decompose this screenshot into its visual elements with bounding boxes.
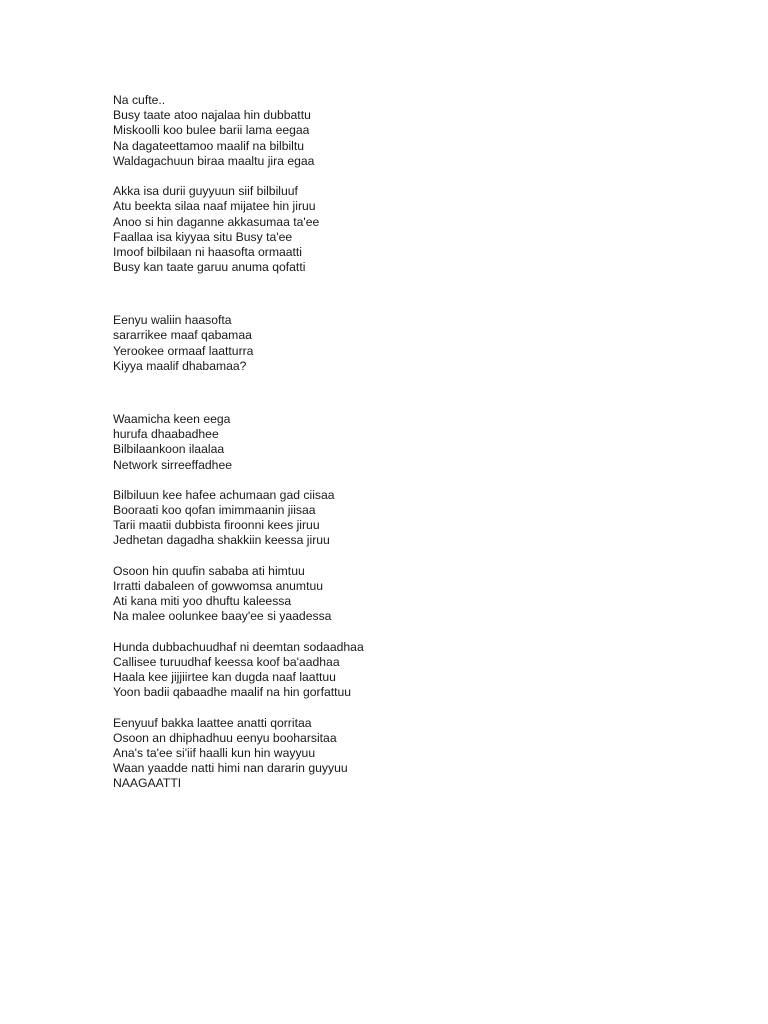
stanza-gap [113, 397, 713, 412]
stanza-gap [113, 169, 713, 184]
poem-line: Waldagachuun biraa maaltu jira egaa [113, 153, 315, 168]
poem-line: Eenyu waliin haasofta [113, 313, 232, 328]
poem-line: Yerookee ormaaf laatturra [113, 343, 254, 358]
stanza-3 [113, 313, 713, 374]
poem-line: Bilbilaankoon ilaalaa [113, 442, 225, 457]
poem-line: Tarii maatii dubbista firoonni kees jiruu [113, 518, 320, 533]
stanza-gap [113, 275, 713, 298]
poem-line: Bilbiluun kee hafee achumaan gad ciisaa [113, 487, 335, 502]
poem-line: Anoo si hin daganne akkasumaa ta'ee [113, 214, 320, 229]
poem-line: Jedhetan dagadha shakkiin keessa jiruu [113, 533, 330, 548]
stanza-1 [113, 93, 713, 169]
poem-line: sararrikee maaf qabamaa [113, 328, 252, 343]
poem-line: Miskoolli koo bulee barii lama eegaa [113, 123, 310, 138]
poem-line: Eenyuuf bakka laattee anatti qorritaa [113, 715, 312, 730]
stanza-6 [113, 564, 713, 625]
poem-line: Waan yaadde natti himi nan dararin guyyuu [113, 761, 348, 776]
poem-line: Network sirreeffadhee [113, 457, 233, 472]
stanza-gap [113, 473, 713, 488]
stanza-gap [113, 298, 713, 313]
poem-line: Busy kan taate garuu anuma qofatti [113, 260, 306, 275]
poem-line: Ati kana miti yoo dhuftu kaleessa [113, 594, 292, 609]
poem-line: NAAGAATTI [113, 776, 182, 791]
poem-line: Imoof bilbilaan ni haasofta ormaatti [113, 244, 303, 259]
poem-line: Hunda dubbachuudhaf ni deemtan sodaadhaa [113, 639, 364, 654]
poem-line: Yoon badii qabaadhe maalif na hin gorfattuu [113, 685, 352, 700]
stanza-4 [113, 412, 713, 473]
poem-line: Busy taate atoo najalaa hin dubbattu [113, 108, 311, 123]
poem-line: Osoon hin quufin sababa ati himtuu [113, 563, 305, 578]
poem-line: Haala kee jijjiirtee kan dugda naaf laattuu [113, 670, 336, 685]
poem-line: hurufa dhaabadhee [113, 427, 219, 442]
stanza-5 [113, 488, 713, 549]
stanza-7 [113, 640, 713, 701]
poem-line: Waamicha keen eega [113, 411, 231, 426]
poem-line: Booraati koo qofan imimmaanin jiisaa [113, 503, 316, 518]
poem-line: Kiyya maalif dhabamaa? [113, 358, 247, 373]
stanza-2 [113, 184, 713, 275]
poem-line: Callisee turuudhaf keessa koof ba'aadhaa [113, 654, 340, 669]
poem-line: Osoon an dhiphadhuu eenyu booharsitaa [113, 730, 337, 745]
stanza-gap [113, 549, 713, 564]
stanza-gap [113, 625, 713, 640]
poem-line: Na cufte.. [113, 93, 166, 107]
poem-line: Na dagateettamoo maalif na bilbiltu [113, 138, 305, 153]
stanza-8 [113, 716, 713, 792]
poem-line: Akka isa durii guyyuun siif bilbiluuf [113, 184, 298, 199]
poem-line: Na malee oolunkee baay'ee si yaadessa [113, 609, 332, 624]
stanza-gap [113, 701, 713, 716]
poem-document [113, 93, 713, 792]
poem-line: Irratti dabaleen of gowwomsa anumtuu [113, 579, 324, 594]
poem-line: Ana's ta'ee si'iif haalli kun hin wayyuu [113, 746, 316, 761]
poem-line: Faallaa isa kiyyaa situ Busy ta'ee [113, 229, 293, 244]
stanza-gap [113, 374, 713, 397]
poem-line: Atu beekta silaa naaf mijatee hin jiruu [113, 199, 316, 214]
